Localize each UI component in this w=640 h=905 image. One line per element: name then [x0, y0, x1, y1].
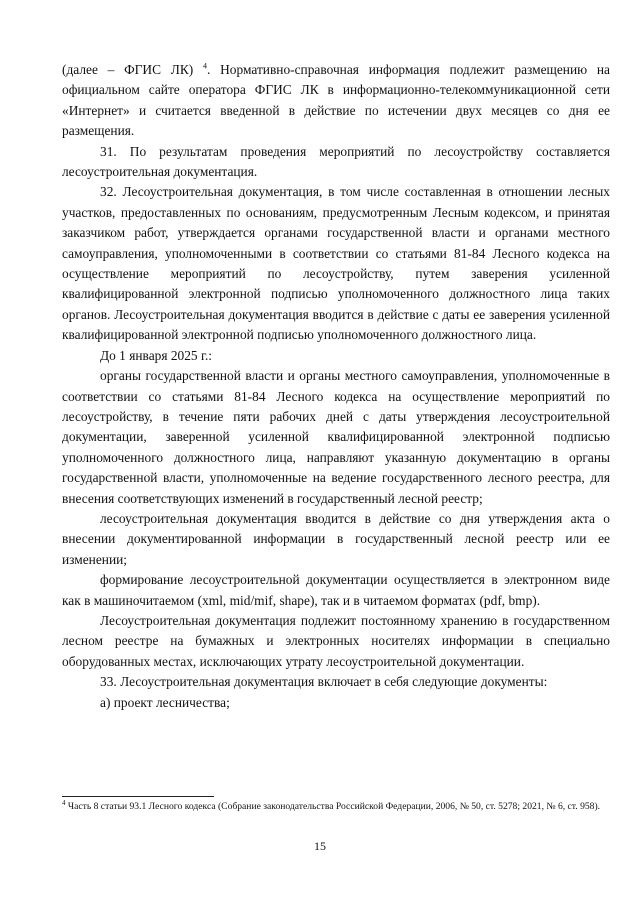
- list-item-a: а) проект лесничества;: [100, 694, 230, 710]
- paragraph-text: (далее – ФГИС ЛК): [62, 62, 204, 77]
- paragraph-31: 31. По результатам проведения мероприятий по лесоустройству составляется лесоустроительная документация.: [62, 143, 610, 180]
- paragraph-32: 32. Лесоустроительная документация, в том числе составленная в отношении лесных участков, предоставленных по основаниям, предусмотренным Лесным кодексом, и принятая заказчиком работ, утверждается органами государственной власти и органами местного самоуправления, уполномоченными в соответствии со статьями 81-84 Лесного кодекса на осуществление мероприятий по лесоустройству, путем заверения усиленной квалифицированной электронной подписью уполномоченного должностного лица таких органов. Лесоустроительная документация вводится в действие с даты ее заверения усиленной квалифицированной электронной подписью уполномоченного должностного лица.: [62, 184, 610, 343]
- footnote: [62, 800, 610, 814]
- paragraph-storage: Лесоустроительная документация подлежит постоянному хранению в государственном лесном реестре на бумажных и электронных носителях информации в специально оборудованных местах, исключающих утрату лесоустроительной документации.: [62, 612, 610, 669]
- paragraph-entry-into-force: лесоустроительная документация вводится в действие со дня утверждения акта о внесении документированной информации в государственный лесной реестр или ее изменении;: [62, 510, 610, 567]
- footnote-text: Часть 8 статьи 93.1 Лесного кодекса (Собрание законодательства Российской Федерации, 2006, № 50, ст. 5278; 2021, № 6, ст. 958).: [65, 801, 601, 812]
- footnote-reference: 4: [203, 61, 208, 71]
- paragraph-text: . Нормативно-справочная информация подлежит размещению на официальном сайте оператора ФГИС ЛК в информационно-телекоммуникационной сети «Интернет» и считается введенной в действие по истечении двух месяцев со дня ее размещения.: [62, 62, 611, 139]
- paragraph-33: 33. Лесоустроительная документация включает в себя следующие документы:: [100, 674, 548, 690]
- footnote-marker: 4: [62, 798, 66, 807]
- page-number: 15: [314, 839, 326, 853]
- footnote-divider: [62, 796, 214, 797]
- paragraph-transition-date: До 1 января 2025 г.:: [100, 347, 213, 363]
- document-body: [62, 60, 610, 713]
- paragraph-continuation: [62, 60, 610, 142]
- paragraph-authorities: органы государственной власти и органы местного самоуправления, уполномоченные в соответствии со статьями 81-84 Лесного кодекса на осуществление мероприятий по лесоустройству, в течение пяти рабочих дней с даты утверждения лесоустроительной документации, заверенной усиленной квалифицированной электронной подписью уполномоченного должностного лица, направляют указанную документацию в органы государственной власти, уполномоченные на ведение государственного лесного реестра, для внесения соответствующих изменений в государственный лесной реестр;: [62, 368, 610, 506]
- paragraph-formats: формирование лесоустроительной документации осуществляется в электронном виде как в машиночитаемом (xml, mid/mif, shape), так и в читаемом форматах (pdf, bmp).: [62, 572, 610, 608]
